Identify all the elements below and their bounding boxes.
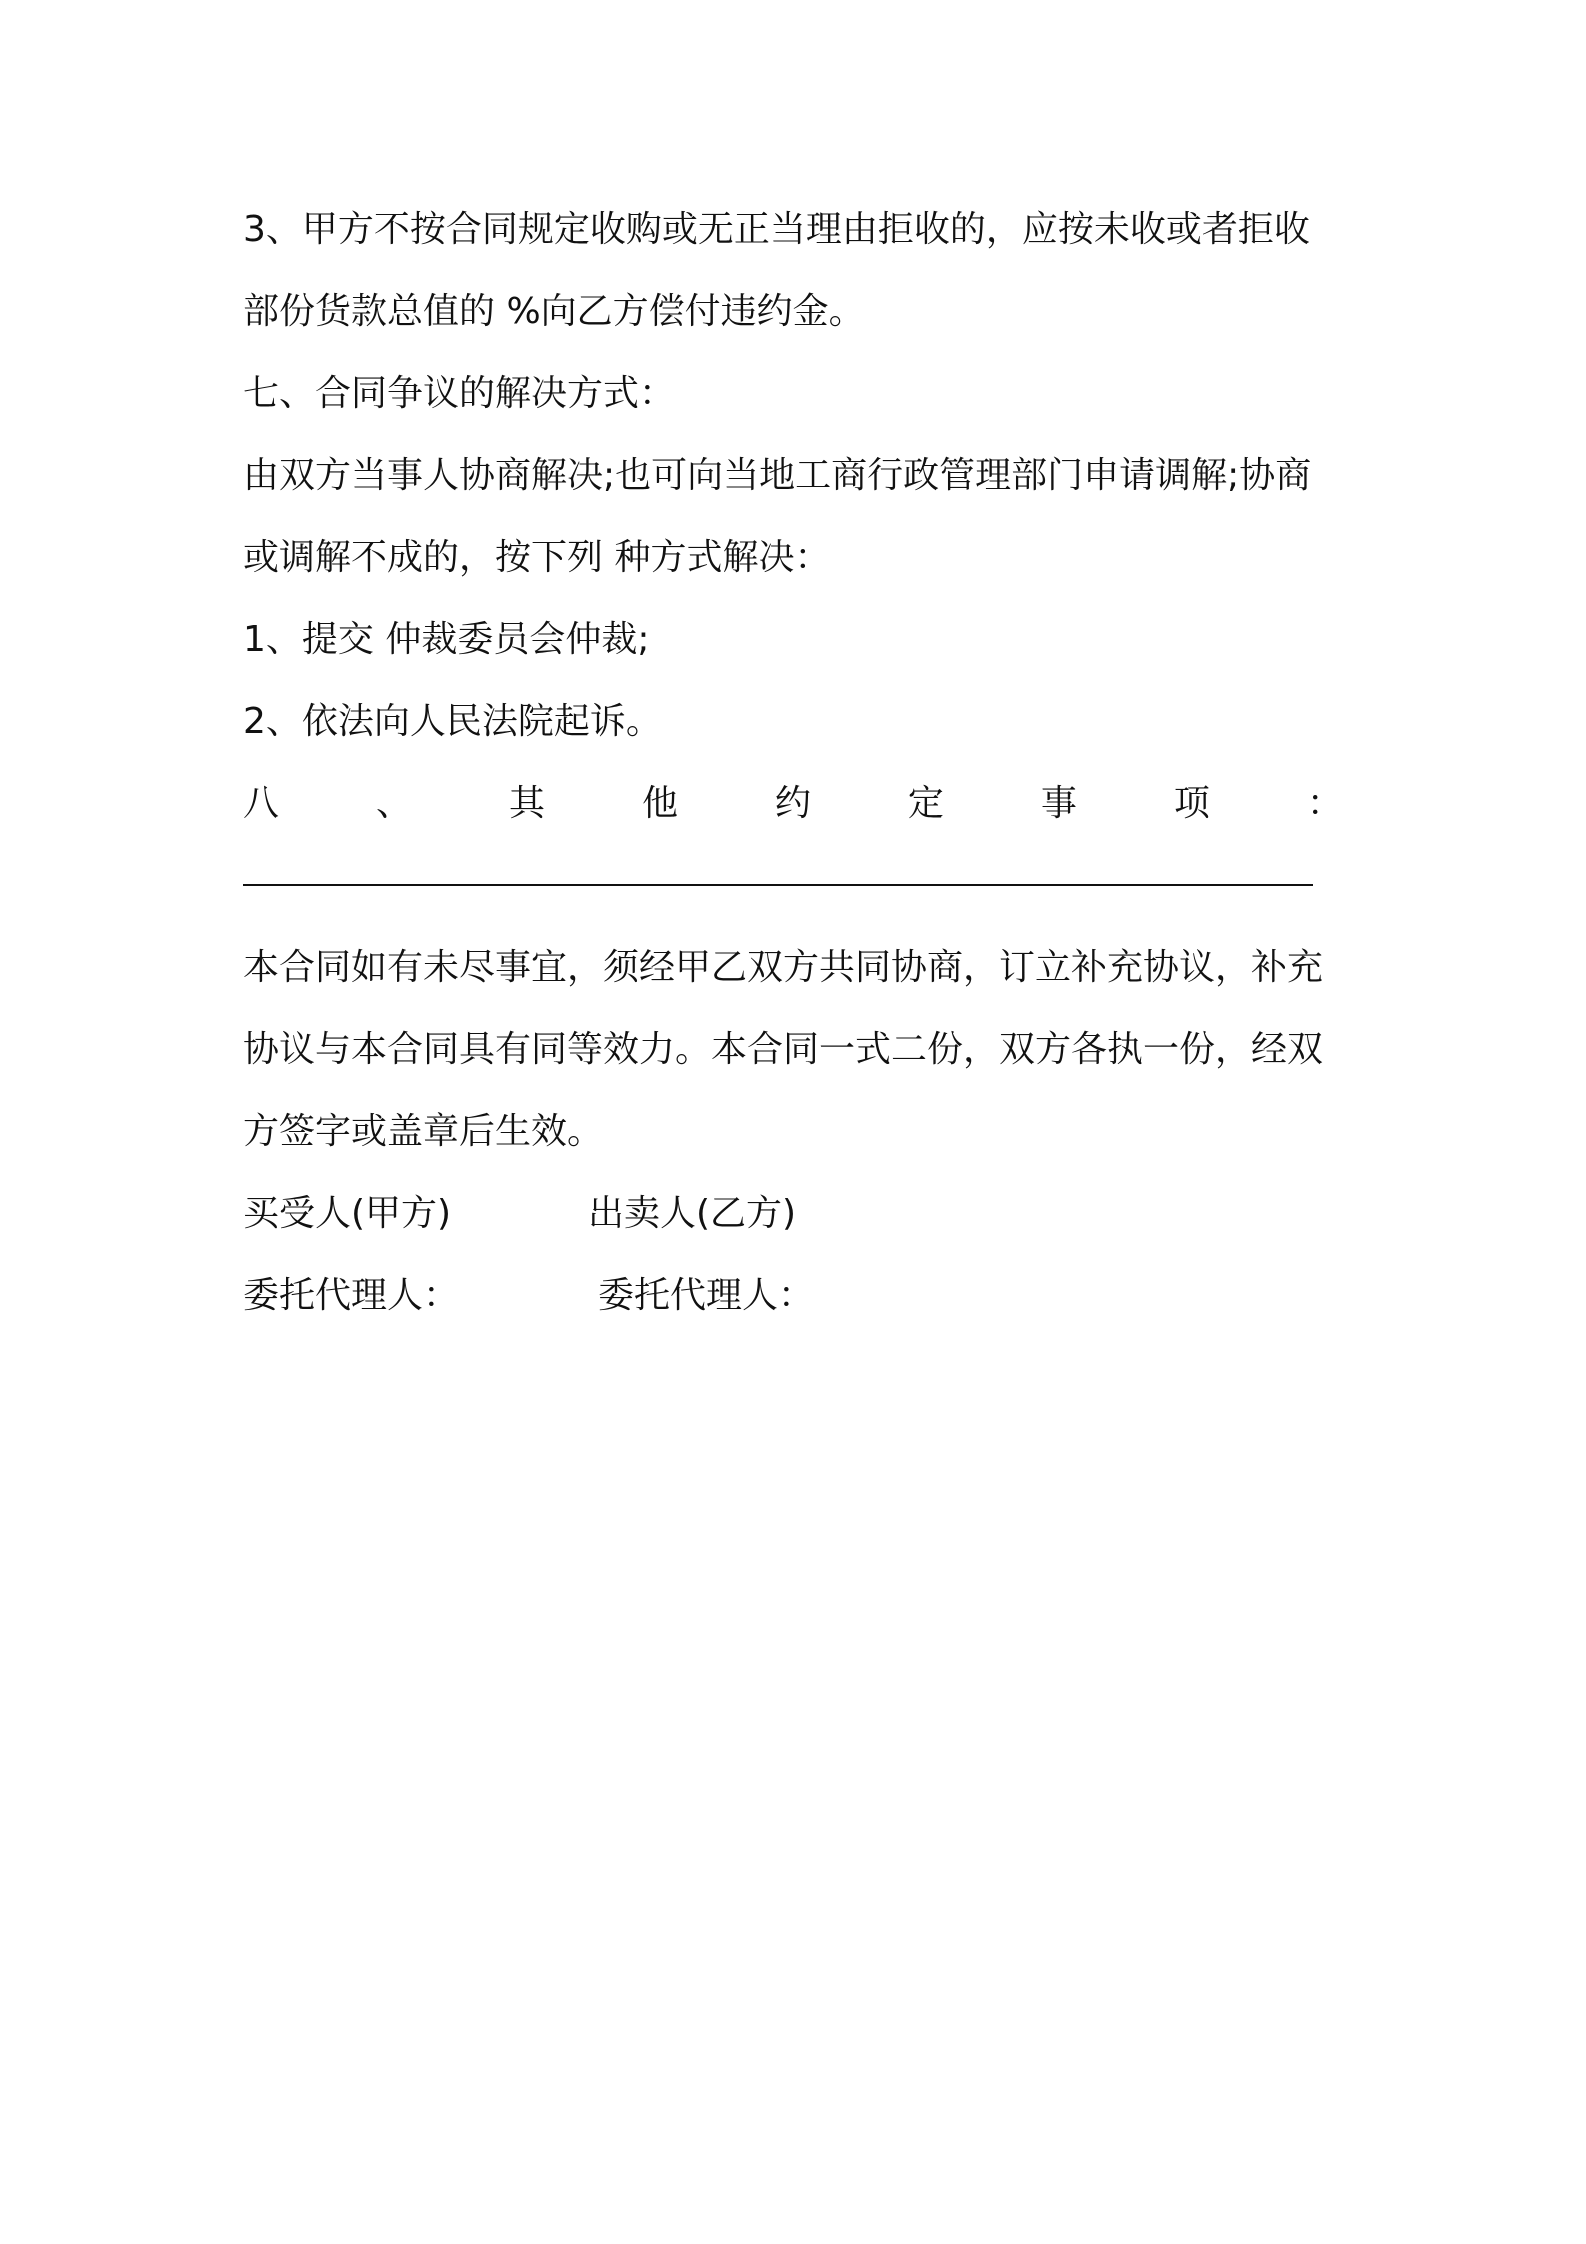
blank-fill-line (243, 856, 1353, 938)
underline-rule (243, 884, 1313, 886)
seller-label: 出卖人(乙方) (588, 1193, 797, 1234)
section-7-item-1: 1、提交 仲裁委员会仲裁; (243, 619, 650, 660)
section-7-item-2: 2、依法向人民法院起诉。 (243, 701, 662, 742)
section-8-heading-char: ： (1306, 783, 1343, 824)
section-8-paragraph-line-2: 协议与本合同具有同等效力。本合同一式二份，双方各执一份，经双 (243, 1029, 1324, 1070)
section-8-heading-char: 其 (508, 783, 545, 824)
section-8-heading-char: 八 (243, 783, 280, 824)
section-8-heading-char: 项 (1173, 783, 1210, 824)
section-8-heading-char: 他 (641, 783, 678, 824)
seller-agent-label: 委托代理人： (598, 1275, 815, 1316)
party-labels-row (243, 1184, 1353, 1266)
section-7-paragraph-line-2: 或调解不成的，按下列 种方式解决： (243, 537, 831, 578)
buyer-agent-label: 委托代理人： (243, 1275, 460, 1316)
buyer-label: 买受人(甲方) (243, 1193, 452, 1234)
section-8-heading-char: 、 (375, 783, 412, 824)
section-8-heading (243, 774, 1343, 856)
section-7-heading: 七、合同争议的解决方式： (243, 373, 676, 414)
section-7-paragraph-line-1: 由双方当事人协商解决;也可向当地工商行政管理部门申请调解;协商 (243, 455, 1312, 496)
section-8-heading-char: 定 (907, 783, 944, 824)
section-8-paragraph-line-3: 方签字或盖章后生效。 (243, 1111, 604, 1152)
clause-6-item-3-line-2: 部份货款总值的 %向乙方偿付违约金。 (243, 291, 865, 332)
section-8-heading-char: 事 (1040, 783, 1077, 824)
section-8-heading-char: 约 (774, 783, 811, 824)
contract-page (243, 200, 1353, 1348)
clause-6-item-3-line-1: 3、甲方不按合同规定收购或无正当理由拒收的，应按未收或者拒收 (243, 209, 1310, 250)
agent-labels-row (243, 1266, 1353, 1348)
section-8-paragraph-line-1: 本合同如有未尽事宜，须经甲乙双方共同协商，订立补充协议，补充 (243, 947, 1324, 988)
